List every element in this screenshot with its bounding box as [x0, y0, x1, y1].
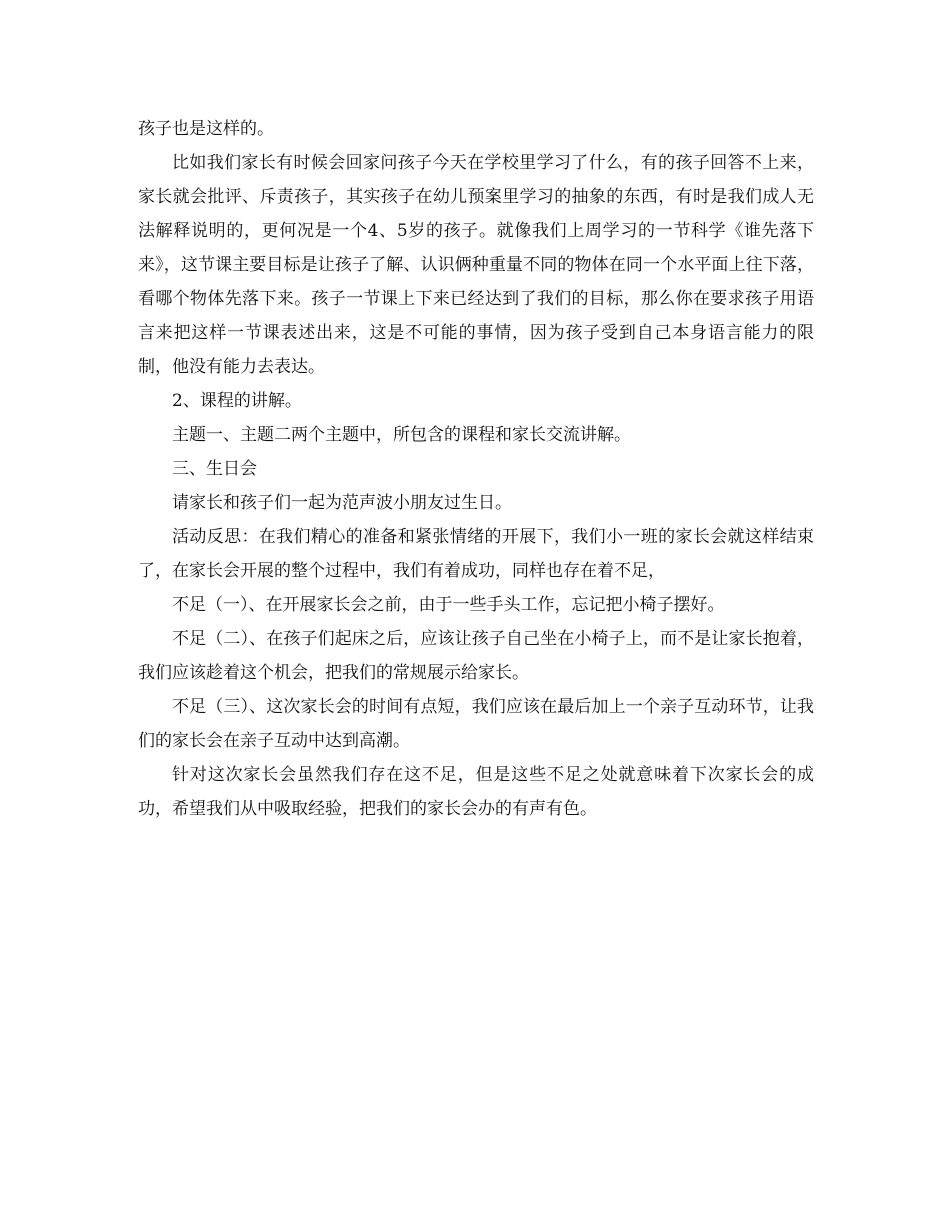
paragraph-example: 比如我们家长有时候会回家问孩子今天在学校里学习了什么，有的孩子回答不上来，家长就会批评、斥责孩子，其实孩子在幼儿预案里学习的抽象的东西，有时是我们成人无法解释说明的，更何况是一个4、5岁的孩子。就像我们上周学习的一节科学《谁先落下来》，这节课主要目标是让孩子了解、认识俩种重量不同的物体在同一个水平面上往下落，看哪个物体先落下来。孩子一节课上下来已经达到了我们的目标，那么你在要求孩子用语言来把这样一节课表述出来，这是不可能的事情，因为孩子受到自己本身语言能力的限制，他没有能力去表达。	[138, 153, 814, 377]
paragraph-continuation: 孩子也是这样的。	[138, 119, 274, 139]
paragraph-birthday: 请家长和孩子们一起为范声波小朋友过生日。	[172, 493, 512, 513]
document-body	[138, 112, 814, 826]
paragraph-shortcoming-2: 不足（二）、在孩子们起床之后，应该让孩子自己坐在小椅子上，而不是让家长抱着，我们应该趁着这个机会，把我们的常规展示给家长。	[138, 629, 814, 683]
paragraph-reflection: 活动反思：在我们精心的准备和紧张情绪的开展下，我们小一班的家长会就这样结束了，在家长会开展的整个过程中，我们有着成功，同样也存在着不足，	[138, 527, 814, 581]
section-birthday: 三、生日会	[172, 459, 257, 479]
paragraph-conclusion: 针对这次家长会虽然我们存在这不足，但是这些不足之处就意味着下次家长会的成功，希望我们从中吸取经验，把我们的家长会办的有声有色。	[138, 765, 814, 819]
section-course-explanation: 2、课程的讲解。	[172, 391, 302, 411]
paragraph-shortcoming-3: 不足（三）、这次家长会的时间有点短，我们应该在最后加上一个亲子互动环节，让我们的家长会在亲子互动中达到高潮。	[138, 697, 814, 751]
paragraph-shortcoming-1: 不足（一）、在开展家长会之前，由于一些手头工作，忘记把小椅子摆好。	[172, 595, 725, 615]
paragraph-themes: 主题一、主题二两个主题中，所包含的课程和家长交流讲解。	[172, 425, 631, 445]
